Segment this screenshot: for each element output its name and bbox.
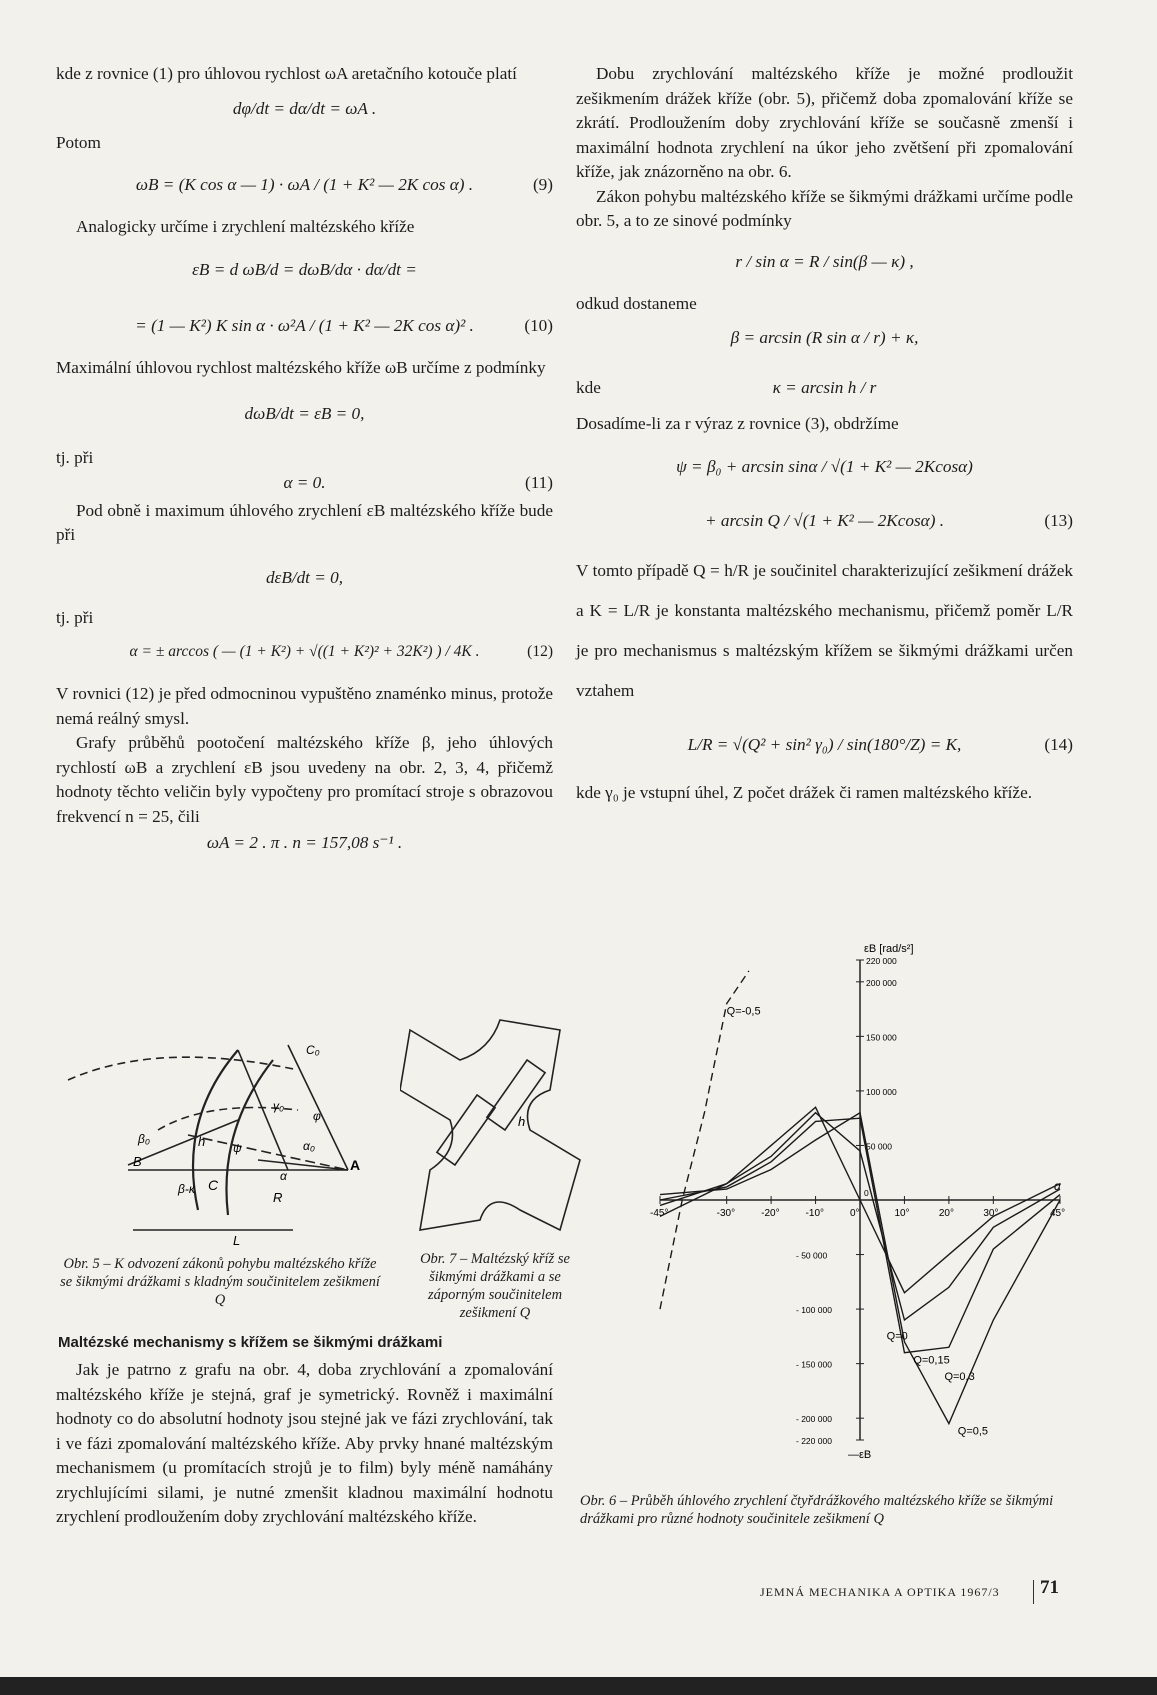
equation: r / sin α = R / sin(β — κ) , [735,251,914,271]
x-tick-label: -20° [761,1208,780,1219]
diagram-label: h [518,1114,526,1129]
x-tick-label: 10° [894,1208,910,1219]
diagram-label: β₀ [138,1132,150,1146]
diagram-label: C₀ [306,1043,320,1057]
paragraph: Zákon pohybu maltézského kříže se šikmými drážkami určíme podle obr. 5, a to ze sinové podmínky [576,186,1073,230]
equation-12: α = ± arccos ( — (1 + K²) + √((1 + K²)² + 32K²) ) / 4K . (12) [129,643,553,660]
paragraph: Dobu zrychlování maltézského kříže je možné prodloužit zešikmením drážek kříže (obr. 5), přičemž doba zpomalování kříže se zkrátí. Prodloužením doby zrychlování kříže se současně zmenší i maximální hodnota zrychlení na úkor jeho zvětšení při zpomalování kříže, jak znázorněno na obr. 6. [576,64,1073,181]
equation: kde κ = arcsin h / r [576,378,877,397]
y-tick-label: 200 000 [866,977,897,988]
x-tick-label: 20° [938,1208,955,1219]
diagram-label: h [198,1134,206,1149]
equation-9: ωB = (K cos α — 1) · ωA / (1 + K² — 2K cos α) . (9) [135,175,553,194]
journal-footer: JEMNÁ MECHANIKA A OPTIKA 1967/3 [760,1585,1000,1599]
diagram-label: C [208,1177,219,1193]
series-label: Q=0,3 [944,1371,975,1383]
paragraph: Maximální úhlovou rychlost maltézského kříže ωB určíme z podmínky [56,357,546,377]
section-heading: Maltézské mechanismy s křížem se šikmými drážkami [58,1334,443,1351]
x-tick-label: 45° [1050,1208,1066,1219]
diagram-label: β-κ [178,1182,195,1196]
equation-13: + arcsin Q / √(1 + K² — 2Kcosα) . (13) [704,510,1073,530]
paragraph: tj. při [56,448,94,467]
diagram-label: ψ [233,1141,242,1155]
x-tick-label: -10° [805,1208,825,1219]
y-tick-label: - 100 000 [796,1305,832,1316]
y-axis-label: εB [rad/s²] [864,943,914,955]
paragraph: Pod obně i maximum úhlového zrychlení εB maltézského kříže bude při [56,500,553,544]
paragraph: tj. při [56,607,94,627]
x-tick-label: 30° [983,1208,999,1219]
right-column [576,62,1073,805]
x-tick-label: 0° [850,1208,860,1219]
figure-7-diagram [400,1010,590,1250]
paragraph: Grafy průběhů pootočení maltézského kříže β, jeho úhlových rychlostí ωB a zrychlení εB jsou uvedeny na obr. 2, 3, 4, přičemž hodnoty těchto veličin byly vypočteny pro promítací stroje s obrazovou frekvencí n = 25, čili [56,733,553,826]
y-tick-label: - 220 000 [796,1436,832,1446]
paragraph: kde γ₀ je vstupní úhel, Z počet drážek či ramen maltézského kříže. [576,782,1032,802]
y-tick-label: 150 000 [866,1032,897,1043]
paragraph: V rovnici (12) je před odmocninou vypuštěno znaménko minus, protože nemá reálný smysl. [56,684,553,728]
diagram-label: α [280,1169,287,1183]
figure-5-diagram [58,1040,368,1250]
series-line [660,971,749,1309]
equation-11: α = 0. (11) [283,472,553,492]
y-tick-label: 220 000 [866,956,897,966]
equation: ψ = β₀ + arcsin sinα / √(1 + K² — 2Kcosα) [676,456,973,476]
diagram-label: R [273,1190,283,1205]
x-axis-label: α [1054,1179,1061,1193]
footer-divider [1033,1580,1034,1604]
y-axis-label-bottom: —εB [848,1449,872,1461]
equation-14: L/R = √(Q² + sin² γ₀) / sin(180°/Z) = K, (14) [687,734,1073,754]
diagram-label: γ₀ [273,1099,285,1113]
equation-10: = (1 — K²) K sin α · ω²A / (1 + K² — 2K cos α)² . (10) [135,315,553,335]
diagram-label: φ [313,1109,321,1123]
diagram-label: L [233,1233,241,1248]
equation: dεB/dt = 0, [265,567,344,587]
equation: dφ/dt = dα/dt = ωA . [232,98,377,118]
figure-6-caption: Obr. 6 – Průběh úhlového zrychlení čtyřdrážkového maltézského kříže se šikmými drážkami pro různé hodnoty součinitele zešikmení Q [580,1493,1054,1527]
y-tick-label: - 150 000 [796,1359,832,1370]
diagram-label: B [133,1154,142,1169]
diagram-label: A [350,1157,361,1173]
figure-7-caption: Obr. 7 – Maltézský kříž se šikmými drážkami a se záporným součinitelem zešikmení Q [420,1251,570,1321]
figure-6-chart [640,930,1080,1480]
paragraph: Potom [56,132,101,152]
diagram-label: α₀ [303,1139,315,1153]
left-column [56,62,553,859]
scan-edge [0,1677,1157,1695]
equation: β = arcsin (R sin α / r) + κ, [730,328,919,347]
paragraph: Analogicky určíme i zrychlení maltézského kříže [76,217,415,236]
paragraph: V tomto případě Q = h/R je součinitel charakterizující zešikmení drážek a K = L/R je konstanta maltézského mechanismu, přičemž poměr L/R je pro mechanismus s maltézským křížem se šikmými drážkami určen vztahem [576,560,1073,700]
y-tick-label: 100 000 [866,1086,897,1097]
x-tick-label: -30° [716,1208,736,1219]
equation: dωB/dt = εB = 0, [244,404,365,423]
equation: ωA = 2 . π . n = 157,08 s⁻¹ . [206,833,403,852]
paragraph: kde z rovnice (1) pro úhlovou rychlost ωA aretačního kotouče platí [56,64,517,83]
series-label: Q=0,15 [913,1354,950,1367]
y-tick-label: 50 000 [866,1141,892,1152]
paragraph: odkud dostaneme [576,293,697,313]
figure-5-caption: Obr. 5 – K odvození zákonů pohybu maltézského kříže se šikmými drážkami s kladným součinitelem zešikmení Q [60,1256,380,1308]
equation: εB = d ωB/d = dωB/dα · dα/dt = [192,259,417,279]
series-label: Q=0,5 [957,1425,989,1438]
paragraph: Dosadíme-li za r výraz z rovnice (3), obdržíme [576,414,899,433]
y-tick-label: 0 [864,1188,869,1198]
series-label: Q=-0,5 [726,1005,761,1018]
y-tick-label: - 200 000 [796,1414,832,1425]
series-label: Q=0 [886,1330,908,1343]
x-tick-label: -45° [650,1208,669,1219]
y-tick-label: - 50 000 [796,1250,828,1261]
paragraph: Jak je patrno z grafu na obr. 4, doba zrychlování a zpomalování maltézského kříže je stejná, graf je symetrický. Rovněž i maximální hodnoty co do absolutní hodnoty jsou stejné jak ve fázi zrychlování, tak i ve fázi zpomalování maltézského kříže. Aby prvky hnané maltézským mechanismem (u promítacích strojů je to film) byly méně namáhány zrychlujícími silami, je nutné zmenšit kladnou maximální hodnotu zrychlení prodloužením doby zrychlování maltézského kříže. [56,1360,553,1526]
page-number: 71 [1040,1577,1059,1598]
